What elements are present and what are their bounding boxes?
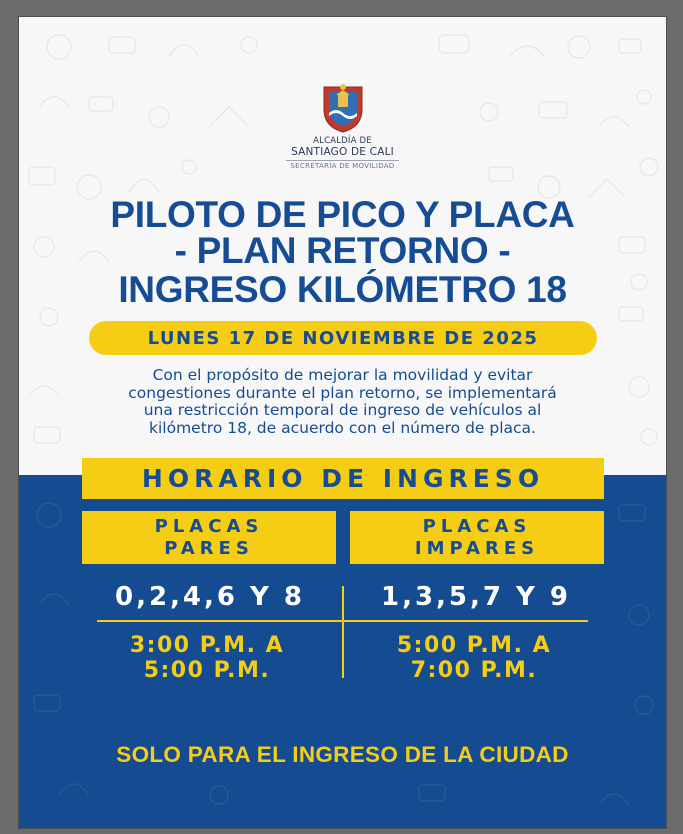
odd-hours-line-2: 7:00 P.M. [410, 658, 538, 683]
even-plate-digits: 0,2,4,6 Y 8 [114, 582, 305, 612]
description-line: kilómetro 18, de acuerdo con el número de placa. [149, 418, 536, 437]
title-line-1: PILOTO DE PICO Y PLACA [110, 194, 575, 235]
even-hours-line-2: 5:00 P.M. [143, 658, 271, 683]
description-line: una restricción temporal de ingreso de vehículos al [143, 401, 542, 419]
odd-hours-line-1: 5:00 P.M. A [396, 633, 552, 658]
description [79, 367, 606, 437]
title-line-3: INGRESO KILÓMETRO 18 [118, 269, 567, 310]
odd-plate-hours [344, 633, 604, 683]
schedule-heading-text: HORARIO DE INGRESO [141, 464, 545, 493]
description-line: Con el propósito de mejorar la movilidad y evitar [152, 366, 533, 384]
poster [19, 17, 666, 828]
odd-plates-line-1: PLACAS [422, 515, 532, 537]
even-plates-header [82, 511, 336, 564]
schedule-heading [82, 458, 604, 499]
logo-line-1: ALCALDÍA DE [313, 136, 372, 146]
logo-line-2: SANTIAGO DE CALI [291, 146, 394, 158]
date-pill [89, 321, 597, 355]
odd-plates-line-2: IMPARES [414, 537, 540, 559]
cali-coat-of-arms-icon [320, 83, 366, 133]
title-line-2: - PLAN RETORNO - [174, 230, 511, 271]
odd-plate-digits: 1,3,5,7 Y 9 [380, 582, 571, 612]
footer-note: SOLO PARA EL INGRESO DE LA CIUDAD [116, 742, 569, 767]
even-plates-line-1: PLACAS [154, 515, 264, 537]
odd-plates-header [350, 511, 604, 564]
description-line: congestiones durante el plan retorno, se implementará [128, 383, 557, 402]
even-plate-hours [77, 633, 337, 683]
date-text: LUNES 17 DE NOVIEMBRE DE 2025 [147, 327, 539, 349]
even-hours-line-1: 3:00 P.M. A [129, 633, 285, 658]
logo-line-3: SECRETARÍA DE MOVILIDAD [290, 162, 395, 170]
logo-divider [286, 160, 399, 161]
even-plates-line-2: PARES [164, 537, 254, 559]
